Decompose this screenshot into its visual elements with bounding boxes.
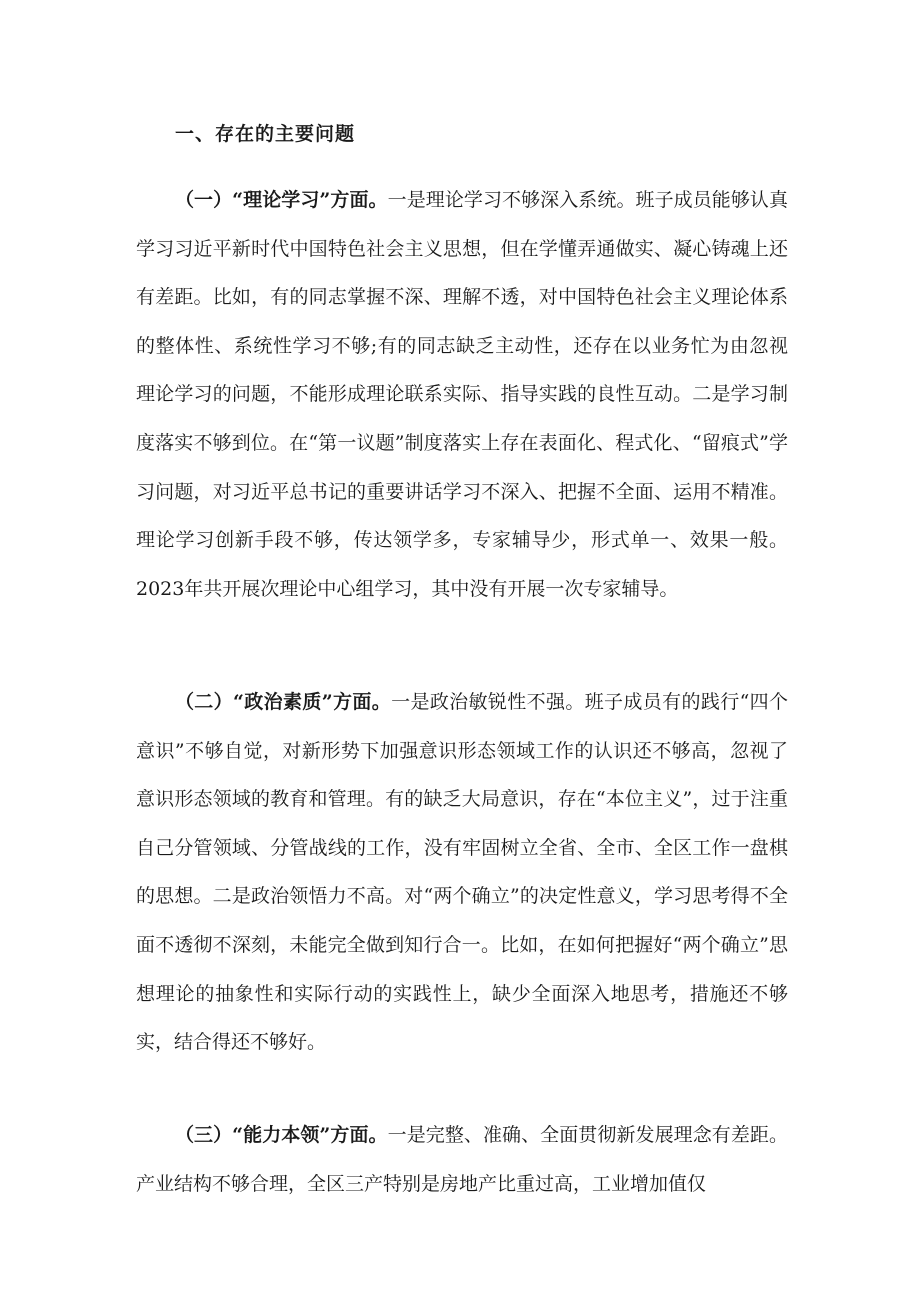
paragraph-lead: （一）“理论学习”方面。 <box>174 189 388 211</box>
paragraph-body: 一是政治敏锐性不强。班子成员有的践行“四个意识”不够自觉，对新形势下加强意识形态领域工作的认识还不够高，忽视了意识形态领域的教育和管理。有的缺乏大局意识，存在“本位主义”，过于注重自己分管领域、分管战线的工作，没有牢固树立全省、全市、全区工作一盘棋的思想。二是政治领悟力不高。对“两个确立”的决定性意义，学习思考得不全面不透彻不深刻，未能完全做到知行合一。比如，在如何把握好“两个确立”思想理论的抽象性和实际行动的实践性上，缺少全面深入地思考，措施还不够实，结合得还不够好。 <box>136 691 789 1054</box>
section-heading: 一、存在的主要问题 <box>175 123 356 145</box>
paragraph-body: 一是完整、准确、全面贯彻新发展理念有差距。产业结构不够合理，全区三产特别是房地产比重过高，工业增加值仅 <box>136 1124 788 1195</box>
paragraph-political-quality <box>136 678 788 1067</box>
paragraph-theory-study <box>136 176 788 613</box>
paragraph-body: 一是理论学习不够深入系统。班子成员能够认真学习习近平新时代中国特色社会主义思想，但在学懂弄通做实、凝心铸魂上还有差距。比如，有的同志掌握不深、理解不透，对中国特色社会主义理论体系的整体性、系统性学习不够;有的同志缺乏主动性，还存在以业务忙为由忽视理论学习的问题，不能形成理论联系实际、指导实践的良性互动。二是学习制度落实不够到位。在“第一议题”制度落实上存在表面化、程式化、“留痕式”学习问题，对习近平总书记的重要讲话学习不深入、把握不全面、运用不精准。理论学习创新手段不够，传达领学多，专家辅导少，形式单一、效果一般。2023年共开展次理论中心组学习，其中没有开展一次专家辅导。 <box>136 189 788 600</box>
paragraph-ability <box>136 1111 788 1208</box>
paragraph-lead: （二）“政治素质”方面。 <box>174 691 392 713</box>
paragraph-lead: （三）“能力本领”方面。 <box>174 1124 388 1146</box>
